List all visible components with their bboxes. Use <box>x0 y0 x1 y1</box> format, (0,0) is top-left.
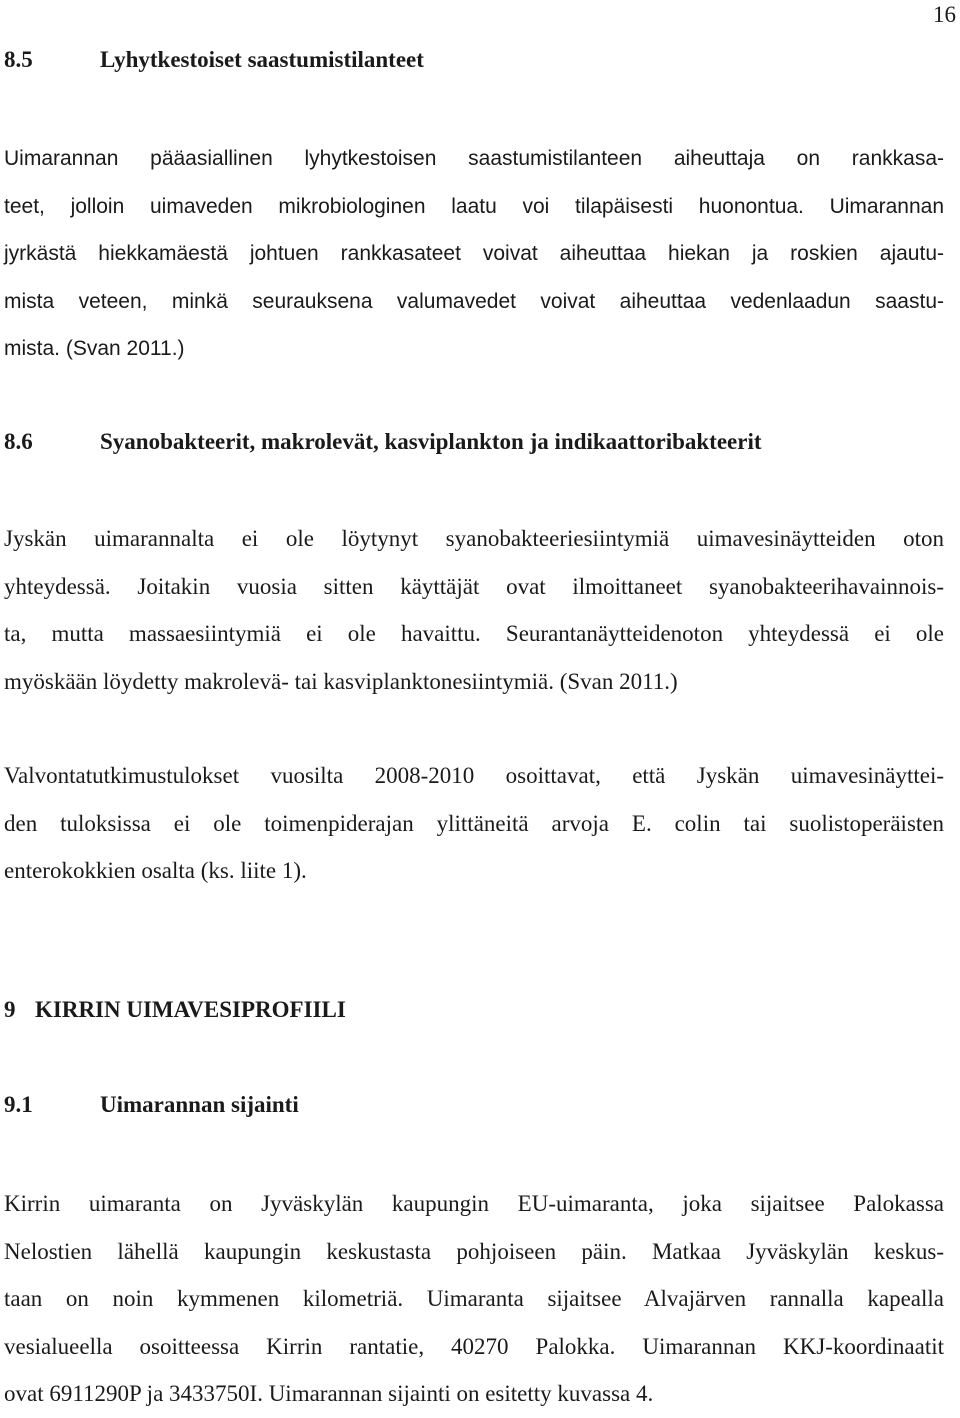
text-line: Valvontatutkimustulokset vuosilta 2008-2010 osoittavat, että Jyskän uimavesinäyttei- <box>4 763 944 788</box>
text-line: enterokokkien osalta (ks. liite 1). <box>4 858 307 884</box>
section-8-6-paragraph-1 <box>4 515 944 705</box>
section-9-1-heading <box>4 1092 299 1118</box>
text-line: vesialueella osoitteessa Kirrin rantatie, 40270 Palokka. Uimarannan KKJ-koordinaatit <box>4 1333 944 1359</box>
text-line: Kirrin uimaranta on Jyväskylän kaupungin EU-uimaranta, joka sijaitsee Palokassa <box>4 1191 944 1216</box>
text-line: teet, jolloin uimaveden mikrobiologinen laatu voi tilapäisesti huonontua. Uimarannan <box>4 194 944 218</box>
text-line: ovat 6911290P ja 3433750I. Uimarannan sijainti on esitetty kuvassa 4. <box>4 1381 654 1407</box>
section-number: 8.5 <box>4 47 33 72</box>
text-line: yhteydessä. Joitakin vuosia sitten käyttäjät ovat ilmoittaneet syanobakteerihavainnois- <box>4 573 944 599</box>
section-number: 9 <box>4 997 16 1022</box>
section-title: Lyhytkestoiset saastumistilanteet <box>100 47 424 72</box>
section-title: Uimarannan sijainti <box>100 1092 299 1117</box>
text-line: mista. (Svan 2011.) <box>4 337 185 361</box>
text-line: den tuloksissa ei ole toimenpiderajan ylittäneitä arvoja E. colin tai suolistoperäisten <box>4 810 944 836</box>
section-8-6-paragraph-2 <box>4 752 944 895</box>
section-8-6-heading <box>4 429 762 455</box>
text-line: taan on noin kymmenen kilometriä. Uimaranta sijaitsee Alvajärven rannalla kapealla <box>4 1286 944 1312</box>
section-number: 9.1 <box>4 1092 33 1117</box>
section-9-1-paragraph <box>4 1180 944 1418</box>
text-line: Nelostien lähellä kaupungin keskustasta pohjoiseen päin. Matkaa Jyväskylän keskus- <box>4 1238 944 1264</box>
text-line: Uimarannan pääasiallinen lyhytkestoisen saastumistilanteen aiheuttaja on rankkasa- <box>4 147 944 170</box>
text-line: ta, mutta massaesiintymiä ei ole havaittu. Seurantanäytteidenoton yhteydessä ei ole <box>4 621 944 647</box>
text-line: Jyskän uimarannalta ei ole löytynyt syanobakteeriesiintymiä uimavesinäytteiden oton <box>4 526 944 551</box>
page-number: 16 <box>933 2 956 27</box>
section-number: 8.6 <box>4 429 33 454</box>
text-line: myöskään löydetty makrolevä- tai kasviplanktonesiintymiä. (Svan 2011.) <box>4 668 678 694</box>
text-line: mista veteen, minkä seurauksena valumavedet voivat aiheuttaa vedenlaadun saastu- <box>4 289 944 313</box>
text-line: jyrkästä hiekkamäestä johtuen rankkasateet voivat aiheuttaa hiekan ja roskien ajautu- <box>4 242 944 266</box>
section-title: Syanobakteerit, makrolevät, kasviplankton ja indikaattoribakteerit <box>100 429 762 454</box>
section-title: KIRRIN UIMAVESIPROFIILI <box>35 997 346 1022</box>
section-8-5-paragraph <box>4 135 944 373</box>
section-8-5-heading <box>4 47 424 73</box>
chapter-9-heading <box>4 997 346 1023</box>
